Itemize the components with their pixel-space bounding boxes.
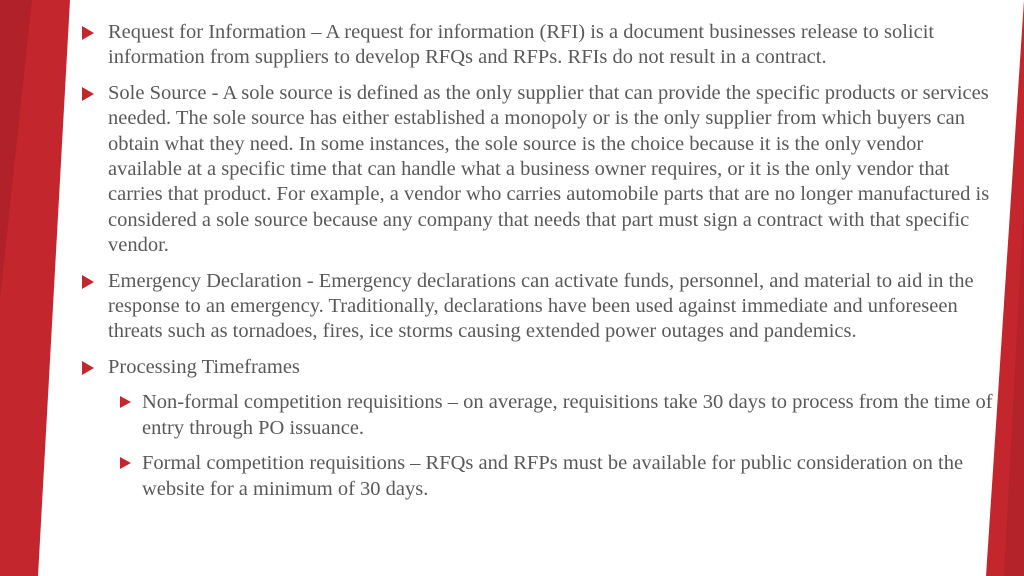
bullet-emergency-declaration	[80, 269, 995, 345]
sub-bullet-arrow-icon	[120, 457, 131, 469]
sub-bullet-text: Formal competition requisitions – RFQs and RFPs must be available for public consideration on the website for a minimum of 30 days.	[142, 452, 964, 500]
bullet-text: Sole Source - A sole source is defined as the only supplier that can provide the specific products or services needed. The sole source has either established a monopoly or is the only supplier from which buyers can obtain what they need. In some instances, the sole source is the choice because it is the only vendor available at a specific time that can handle what a business owner requires, or it is the only vendor that carries that product. For example, a vendor who carries automobile parts that are no longer manufactured is considered a sole source because any company that needs that part must sign a contract with that specific vendor.	[108, 81, 990, 257]
sub-bullet-formal	[114, 451, 995, 502]
bullet-arrow-icon	[82, 87, 94, 101]
bullet-rfi	[80, 20, 995, 71]
left-accent-shape	[0, 0, 70, 576]
sub-bullet-text: Non-formal competition requisitions – on average, requisitions take 30 days to process from the time of entry through PO issuance.	[142, 391, 993, 439]
sub-bullet-arrow-icon	[120, 396, 131, 408]
bullet-processing-timeframes	[80, 355, 995, 502]
bullet-arrow-icon	[82, 275, 94, 289]
bullet-text: Processing Timeframes	[108, 355, 300, 378]
bullet-sole-source	[80, 81, 995, 259]
sub-bullet-non-formal	[114, 390, 995, 441]
bullet-text: Emergency Declaration - Emergency declarations can activate funds, personnel, and material to aid in the response to an emergency. Traditionally, declarations have been used against immediate and unforeseen threats such as tornadoes, fires, ice storms causing extended power outages and pandemics.	[108, 269, 974, 343]
sub-bullet-list	[108, 390, 995, 502]
bullet-list	[80, 20, 995, 512]
bullet-arrow-icon	[82, 361, 94, 375]
bullet-text: Request for Information – A request for information (RFI) is a document businesses release to solicit information from suppliers to develop RFQs and RFPs. RFIs do not result in a contract.	[108, 21, 935, 69]
bullet-arrow-icon	[82, 26, 94, 40]
